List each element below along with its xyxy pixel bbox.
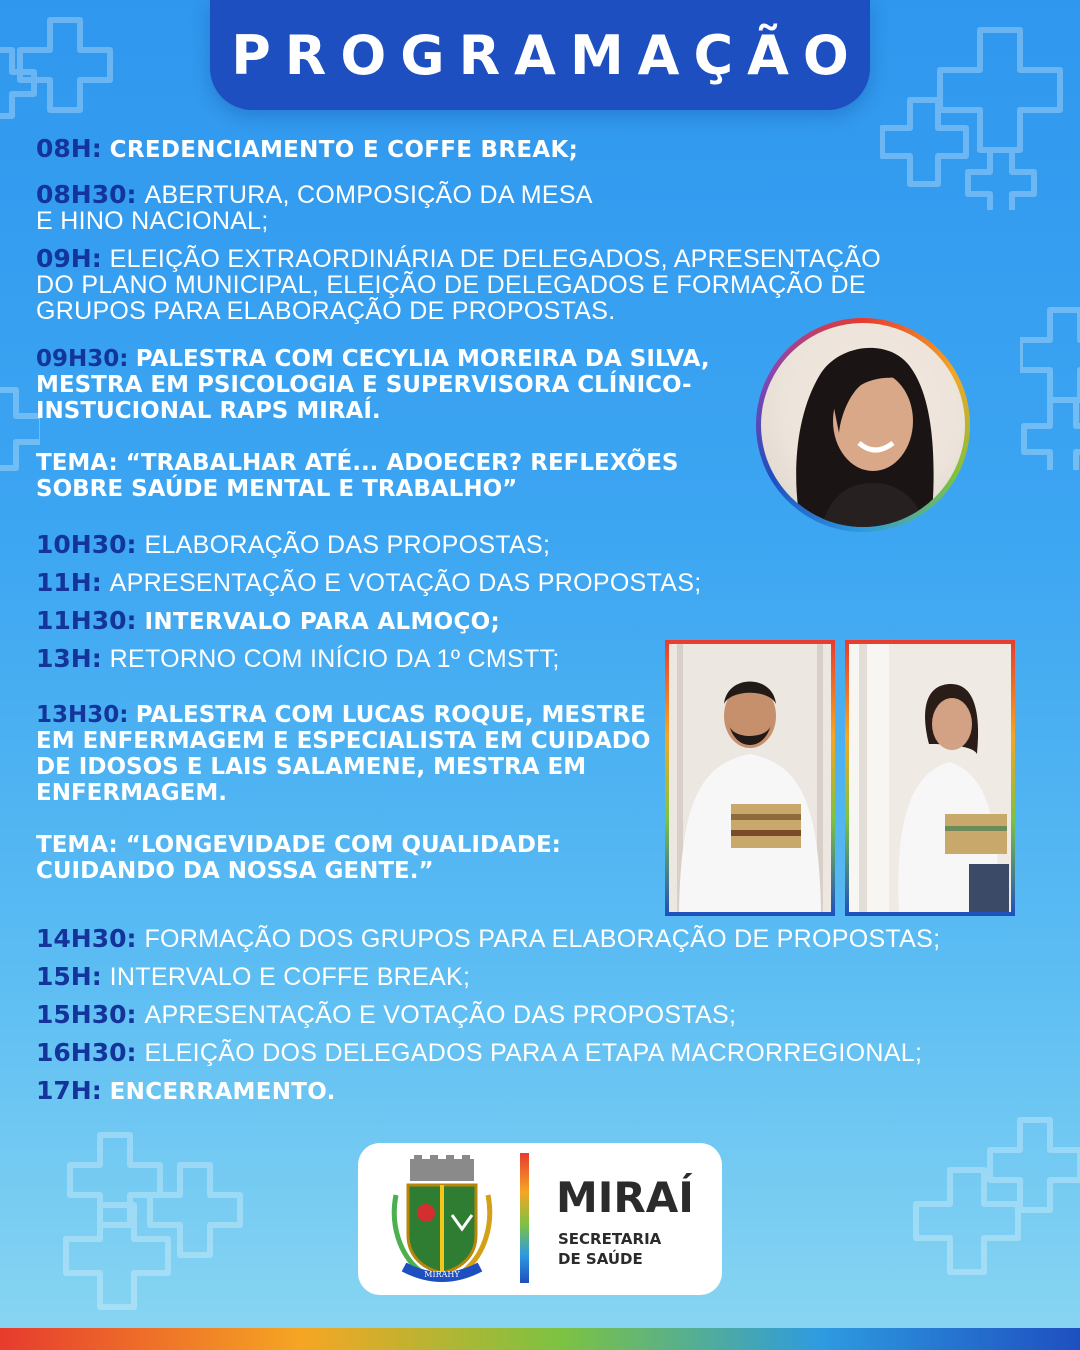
speaker-photo-lais xyxy=(845,640,1015,916)
schedule-desc: APRESENTAÇÃO E VOTAÇÃO DAS PROPOSTAS; xyxy=(144,1001,737,1029)
woman-in-white-coat-illustration xyxy=(849,644,1011,912)
schedule-item-1300 xyxy=(36,646,560,672)
plus-pattern-right-mid xyxy=(1020,300,1080,470)
plus-pattern-right-bottom xyxy=(900,1110,1080,1290)
speaker-photo-cecylia xyxy=(756,318,970,532)
logo-sub-line1: SECRETARIA xyxy=(558,1230,662,1248)
theme-line1: TEMA: “LONGEVIDADE COM QUALIDADE: xyxy=(36,832,561,858)
schedule-time: 10H30: xyxy=(36,530,137,559)
logo-card xyxy=(358,1143,722,1295)
schedule-time: 15H: xyxy=(36,962,102,991)
schedule-item-1330 xyxy=(36,702,650,806)
schedule-time: 09H: xyxy=(36,244,102,273)
schedule-desc: ELEIÇÃO DOS DELEGADOS PARA A ETAPA MACRORREGIONAL; xyxy=(144,1039,923,1067)
schedule-desc: PALESTRA COM LUCAS ROQUE, MESTRE xyxy=(135,702,646,728)
schedule-desc: ELABORAÇÃO DAS PROPOSTAS; xyxy=(144,531,551,559)
theme-line2: CUIDANDO DA NOSSA GENTE.” xyxy=(36,858,434,884)
schedule-time: 11H30: xyxy=(36,606,137,635)
schedule-item-1100 xyxy=(36,570,701,596)
schedule-item-0800 xyxy=(36,136,578,163)
theme-line1: TEMA: “TRABALHAR ATÉ... ADOECER? REFLEXÕES xyxy=(36,450,679,476)
city-crest-icon xyxy=(390,1155,494,1283)
schedule-time: 11H: xyxy=(36,568,102,597)
schedule-desc: ENCERRAMENTO. xyxy=(109,1079,336,1105)
schedule-item-0900 xyxy=(36,246,881,324)
woman-portrait-illustration xyxy=(761,323,965,527)
plus-pattern-left-mid xyxy=(0,380,40,480)
schedule-time: 08H30: xyxy=(36,180,137,209)
schedule-time: 16H30: xyxy=(36,1038,137,1067)
logo-sub-line2: DE SAÚDE xyxy=(558,1250,643,1268)
schedule-desc-line2: EM ENFERMAGEM E ESPECIALISTA EM CUIDADO xyxy=(36,728,651,754)
schedule-desc: FORMAÇÃO DOS GRUPOS PARA ELABORAÇÃO DE PROPOSTAS; xyxy=(144,925,941,953)
schedule-desc-line2: E HINO NACIONAL; xyxy=(36,207,269,235)
schedule-item-1530 xyxy=(36,1002,736,1028)
logo-subtitle xyxy=(558,1229,661,1269)
talk-theme-2 xyxy=(36,832,561,884)
schedule-time: 13H30: xyxy=(36,702,129,728)
schedule-time: 08H: xyxy=(36,134,102,163)
schedule-desc-line4: ENFERMAGEM. xyxy=(36,780,227,806)
schedule-item-1130 xyxy=(36,608,500,635)
header-banner xyxy=(210,0,870,110)
plus-pattern-left-bottom xyxy=(60,1125,260,1325)
rainbow-bottom-bar xyxy=(0,1328,1080,1350)
schedule-time: 17H: xyxy=(36,1076,102,1105)
schedule-item-1500 xyxy=(36,964,470,990)
schedule-desc: APRESENTAÇÃO E VOTAÇÃO DAS PROPOSTAS; xyxy=(109,569,702,597)
schedule-desc: ELEIÇÃO EXTRAORDINÁRIA DE DELEGADOS, APRESENTAÇÃO xyxy=(109,245,882,273)
schedule-time: 09H30: xyxy=(36,346,129,372)
schedule-desc: RETORNO COM INÍCIO DA 1º CMSTT; xyxy=(109,645,560,673)
talk-theme-1 xyxy=(36,450,678,502)
page-title: PROGRAMAÇÃO xyxy=(231,23,863,87)
schedule-time: 13H: xyxy=(36,644,102,673)
schedule-desc: CREDENCIAMENTO E COFFE BREAK; xyxy=(109,137,579,163)
schedule-item-1030 xyxy=(36,532,550,558)
crest-text: MIRAHY xyxy=(424,1270,460,1279)
schedule-desc: INTERVALO PARA ALMOÇO; xyxy=(144,609,501,635)
logo-city-name: MIRAÍ xyxy=(556,1173,694,1222)
schedule-item-0930 xyxy=(36,346,710,424)
schedule-time: 14H30: xyxy=(36,924,137,953)
schedule-item-0830 xyxy=(36,182,593,234)
schedule-desc-line3: DE IDOSOS E LAIS SALAMENE, MESTRA EM xyxy=(36,754,587,780)
schedule-time: 15H30: xyxy=(36,1000,137,1029)
plus-pattern-left-top xyxy=(0,10,180,130)
schedule-desc: PALESTRA COM CECYLIA MOREIRA DA SILVA, xyxy=(135,346,710,372)
theme-line2: SOBRE SAÚDE MENTAL E TRABALHO” xyxy=(36,476,518,502)
schedule-desc-line3: GRUPOS PARA ELABORAÇÃO DE PROPOSTAS. xyxy=(36,297,616,325)
schedule-desc-line2: MESTRA EM PSICOLOGIA E SUPERVISORA CLÍNICO- xyxy=(36,372,692,398)
schedule-desc-line2: DO PLANO MUNICIPAL, ELEIÇÃO DE DELEGADOS E FORMAÇÃO DE xyxy=(36,271,866,299)
schedule-desc: ABERTURA, COMPOSIÇÃO DA MESA xyxy=(144,181,593,209)
schedule-item-1630 xyxy=(36,1040,922,1066)
man-in-white-coat-illustration xyxy=(669,644,831,912)
plus-pattern-right-top xyxy=(880,20,1080,210)
schedule-desc: INTERVALO E COFFE BREAK; xyxy=(109,963,471,991)
speaker-photo-lucas xyxy=(665,640,835,916)
schedule-item-1700 xyxy=(36,1078,336,1105)
logo-divider xyxy=(520,1153,529,1283)
schedule-desc-line3: INSTUCIONAL RAPS MIRAÍ. xyxy=(36,398,381,424)
schedule-item-1430 xyxy=(36,926,940,952)
